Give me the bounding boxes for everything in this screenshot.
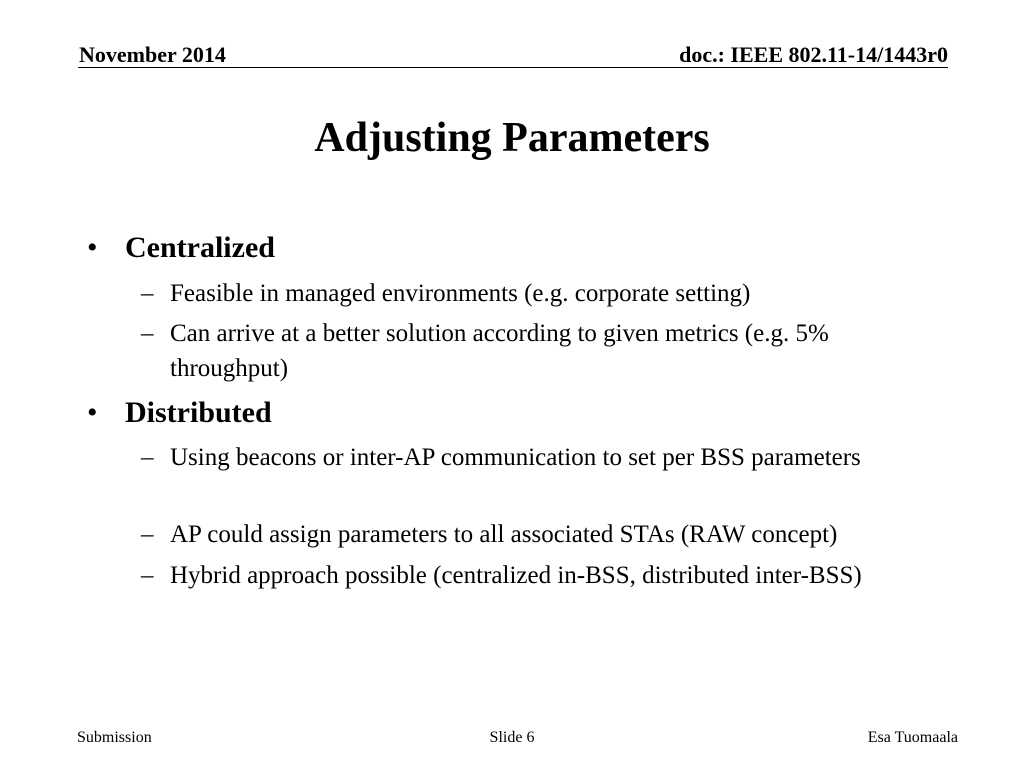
- subitem-feasible: Feasible in managed environments (e.g. corporate setting): [170, 280, 751, 307]
- subitem-hybrid: Hybrid approach possible (centralized in-BSS, distributed inter-BSS): [170, 562, 862, 589]
- subitem-marker: –: [141, 444, 154, 471]
- slide-title: Adjusting Parameters: [314, 115, 710, 161]
- bullet-centralized: Centralized: [125, 231, 275, 264]
- bullet-marker: •: [87, 231, 98, 264]
- subitem-marker: –: [141, 280, 154, 307]
- subitem-beacons: Using beacons or inter-AP communication to set per BSS parameters: [170, 444, 861, 471]
- footer-submission: Submission: [77, 729, 152, 746]
- subitem-better-solution: Can arrive at a better solution according to given metrics (e.g. 5% throughput): [170, 320, 829, 382]
- subitem-marker: –: [141, 562, 154, 589]
- subitem-marker: –: [141, 521, 154, 548]
- header-doc-id: doc.: IEEE 802.11-14/1443r0: [679, 42, 948, 67]
- subitem-marker: –: [141, 320, 154, 347]
- bullet-distributed: Distributed: [125, 396, 272, 429]
- header-date: November 2014: [79, 42, 226, 67]
- footer-slide-number: Slide 6: [489, 729, 535, 746]
- bullet-marker: •: [87, 396, 98, 429]
- footer-author: Esa Tuomaala: [867, 729, 958, 746]
- subitem-ap-assign: AP could assign parameters to all associated STAs (RAW concept): [170, 521, 838, 548]
